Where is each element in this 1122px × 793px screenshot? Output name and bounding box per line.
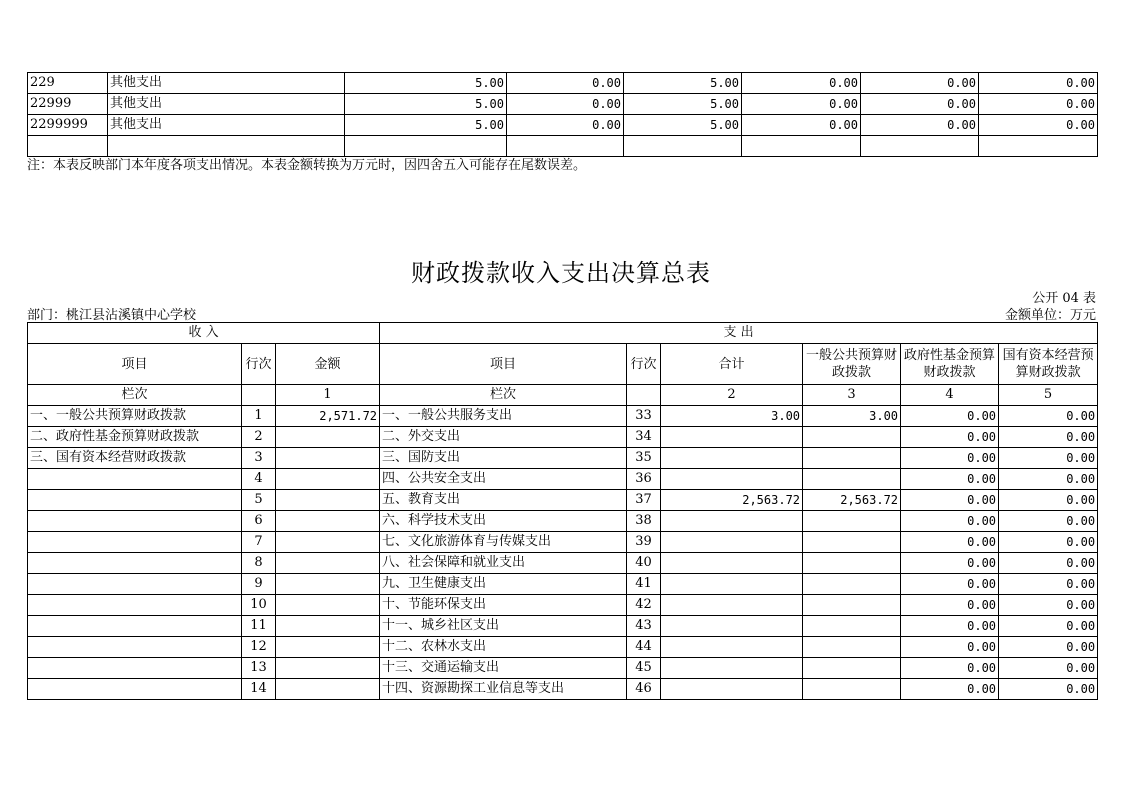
table-cell: 0.00	[507, 115, 624, 136]
table-row	[28, 616, 1098, 637]
table-cell	[276, 532, 380, 553]
table-cell: 38	[627, 511, 661, 532]
table-cell: 0.00	[999, 616, 1098, 637]
table-cell	[803, 511, 901, 532]
table-cell: 10	[242, 595, 276, 616]
lanci-blank	[627, 385, 661, 406]
table-cell: 0.00	[999, 532, 1098, 553]
table-cell: 0.00	[861, 73, 979, 94]
table-cell: 0.00	[901, 553, 999, 574]
table-cell: 0.00	[999, 427, 1098, 448]
table-cell: 5.00	[624, 94, 742, 115]
table-cell: 0.00	[507, 94, 624, 115]
table-cell	[803, 637, 901, 658]
table-cell	[28, 595, 242, 616]
table-row	[28, 469, 1098, 490]
table-cell: 5.00	[345, 115, 507, 136]
col-header-exp-item: 项目	[380, 344, 627, 385]
col-index-general: 3	[803, 385, 901, 406]
table-cell: 十一、城乡社区支出	[380, 616, 627, 637]
table-cell	[28, 574, 242, 595]
table-cell: 35	[627, 448, 661, 469]
table-cell: 22999	[28, 94, 108, 115]
table-cell	[28, 532, 242, 553]
lanci-blank	[242, 385, 276, 406]
table-cell: 4	[242, 469, 276, 490]
table-cell: 34	[627, 427, 661, 448]
col-header-row: 行次	[242, 344, 276, 385]
table-row	[28, 658, 1098, 679]
table-cell	[661, 574, 803, 595]
table-cell: 八、社会保障和就业支出	[380, 553, 627, 574]
table-cell: 0.00	[999, 658, 1098, 679]
lanci-label-expense: 栏次	[380, 385, 627, 406]
table-cell: 0.00	[999, 406, 1098, 427]
col-index-amount: 1	[276, 385, 380, 406]
table-cell: 43	[627, 616, 661, 637]
table-cell: 0.00	[999, 511, 1098, 532]
table-cell	[276, 511, 380, 532]
table-cell: 十四、资源勘探工业信息等支出	[380, 679, 627, 700]
table-cell: 其他支出	[108, 73, 345, 94]
table-cell: 0.00	[742, 115, 861, 136]
table-cell: 45	[627, 658, 661, 679]
table-cell	[661, 511, 803, 532]
table-cell: 3	[242, 448, 276, 469]
table-row	[28, 532, 1098, 553]
table-cell: 0.00	[979, 73, 1098, 94]
table-cell: 0.00	[901, 469, 999, 490]
table-cell	[803, 595, 901, 616]
table-cell: 0.00	[901, 637, 999, 658]
table-cell: 二、外交支出	[380, 427, 627, 448]
table-cell: 2,571.72	[276, 406, 380, 427]
table-cell: 5.00	[624, 73, 742, 94]
table-row	[28, 574, 1098, 595]
table-cell: 0.00	[999, 637, 1098, 658]
table-cell: 0.00	[901, 616, 999, 637]
table-cell: 36	[627, 469, 661, 490]
table-cell	[661, 616, 803, 637]
table-row	[28, 490, 1098, 511]
table-cell	[661, 448, 803, 469]
table-cell	[276, 469, 380, 490]
table-cell	[276, 490, 380, 511]
table-cell: 九、卫生健康支出	[380, 574, 627, 595]
table-cell: 0.00	[507, 73, 624, 94]
col-index-gov-fund: 4	[901, 385, 999, 406]
table-cell	[803, 469, 901, 490]
table-cell	[28, 553, 242, 574]
table-cell	[276, 574, 380, 595]
fiscal-summary-table	[27, 322, 1098, 700]
table-cell	[28, 658, 242, 679]
expense-header: 支 出	[380, 323, 1098, 344]
table-cell: 0.00	[999, 574, 1098, 595]
table-cell	[28, 511, 242, 532]
table-cell	[742, 136, 861, 157]
table-cell: 一、一般公共预算财政拨款	[28, 406, 242, 427]
table-cell	[276, 658, 380, 679]
table-cell: 十三、交通运输支出	[380, 658, 627, 679]
table-cell: 1	[242, 406, 276, 427]
table-cell: 6	[242, 511, 276, 532]
table-cell: 四、公共安全支出	[380, 469, 627, 490]
unit-label: 金额单位：万元	[1004, 308, 1096, 323]
col-header-state-capital: 国有资本经营预算财政拨款	[999, 344, 1098, 385]
table-row	[28, 427, 1098, 448]
table-cell	[276, 637, 380, 658]
table-cell: 0.00	[999, 595, 1098, 616]
table-cell	[661, 679, 803, 700]
table-cell: 一、一般公共服务支出	[380, 406, 627, 427]
table-cell	[28, 616, 242, 637]
lanci-label-income: 栏次	[28, 385, 242, 406]
table-cell: 44	[627, 637, 661, 658]
table-cell: 0.00	[901, 427, 999, 448]
col-header-total: 合计	[661, 344, 803, 385]
table-cell: 其他支出	[108, 94, 345, 115]
table-cell: 0.00	[901, 490, 999, 511]
table-cell: 其他支出	[108, 115, 345, 136]
table-row	[28, 115, 1098, 136]
table-cell	[276, 679, 380, 700]
table-cell: 3.00	[803, 406, 901, 427]
table-cell: 7	[242, 532, 276, 553]
table-cell: 40	[627, 553, 661, 574]
table-cell: 3.00	[661, 406, 803, 427]
table-cell: 39	[627, 532, 661, 553]
table-cell: 十二、农林水支出	[380, 637, 627, 658]
table-cell: 229	[28, 73, 108, 94]
table-note: 注：本表反映部门本年度各项支出情况。本表金额转换为万元时，因四舍五入可能存在尾数误差。	[27, 158, 587, 173]
table-cell: 0.00	[861, 115, 979, 136]
table-cell: 5.00	[345, 94, 507, 115]
col-header-amount: 金额	[276, 344, 380, 385]
table-cell: 0.00	[979, 115, 1098, 136]
table-cell	[28, 469, 242, 490]
table-cell	[661, 469, 803, 490]
table-cell	[803, 616, 901, 637]
table-cell	[28, 490, 242, 511]
table-cell: 0.00	[901, 595, 999, 616]
table-cell: 2299999	[28, 115, 108, 136]
col-header-item: 项目	[28, 344, 242, 385]
table-row	[28, 511, 1098, 532]
table-row	[28, 73, 1098, 94]
table-cell: 12	[242, 637, 276, 658]
table-cell	[276, 616, 380, 637]
income-header: 收 入	[28, 323, 380, 344]
table-cell: 37	[627, 490, 661, 511]
table-cell	[803, 553, 901, 574]
table-cell: 五、教育支出	[380, 490, 627, 511]
table-cell	[661, 595, 803, 616]
table-cell: 0.00	[999, 448, 1098, 469]
expense-detail-table	[27, 72, 1098, 157]
table-cell: 二、政府性基金预算财政拨款	[28, 427, 242, 448]
table-cell: 42	[627, 595, 661, 616]
table-cell: 2,563.72	[661, 490, 803, 511]
table-cell	[979, 136, 1098, 157]
table-cell: 六、科学技术支出	[380, 511, 627, 532]
table-cell: 0.00	[742, 94, 861, 115]
col-index-total: 2	[661, 385, 803, 406]
table-row	[28, 406, 1098, 427]
table-cell: 9	[242, 574, 276, 595]
table-cell	[803, 679, 901, 700]
table-cell	[276, 595, 380, 616]
table-cell	[803, 427, 901, 448]
table-cell: 13	[242, 658, 276, 679]
table-cell	[661, 553, 803, 574]
table-cell: 0.00	[999, 469, 1098, 490]
table-cell: 0.00	[901, 679, 999, 700]
col-header-general: 一般公共预算财政拨款	[803, 344, 901, 385]
table-row	[28, 595, 1098, 616]
table-cell: 三、国有资本经营财政拨款	[28, 448, 242, 469]
table-cell: 41	[627, 574, 661, 595]
table-cell: 0.00	[742, 73, 861, 94]
table-cell: 0.00	[999, 679, 1098, 700]
table-cell: 0.00	[901, 448, 999, 469]
table-cell	[28, 637, 242, 658]
table-cell: 46	[627, 679, 661, 700]
table-cell: 5.00	[345, 73, 507, 94]
table-cell	[861, 136, 979, 157]
table-row	[28, 679, 1098, 700]
table-cell	[276, 427, 380, 448]
table-cell: 0.00	[979, 94, 1098, 115]
table-cell	[803, 448, 901, 469]
col-header-exp-row: 行次	[627, 344, 661, 385]
table-cell: 0.00	[901, 406, 999, 427]
table-cell: 三、国防支出	[380, 448, 627, 469]
table-cell: 七、文化旅游体育与传媒支出	[380, 532, 627, 553]
table-row	[28, 448, 1098, 469]
col-index-state-capital: 5	[999, 385, 1098, 406]
table-cell	[276, 448, 380, 469]
table-cell	[661, 532, 803, 553]
table-row	[28, 94, 1098, 115]
table-cell	[28, 679, 242, 700]
table-cell	[661, 658, 803, 679]
table-cell: 14	[242, 679, 276, 700]
table-cell: 11	[242, 616, 276, 637]
table-row	[28, 553, 1098, 574]
table-cell: 0.00	[901, 658, 999, 679]
form-code: 公开 04 表	[1032, 291, 1096, 306]
table-cell: 2,563.72	[803, 490, 901, 511]
table-cell: 0.00	[901, 532, 999, 553]
table-row	[28, 637, 1098, 658]
page-title: 财政拨款收入支出决算总表	[411, 259, 711, 287]
table-cell: 2	[242, 427, 276, 448]
table-cell	[803, 574, 901, 595]
table-cell: 0.00	[861, 94, 979, 115]
col-header-gov-fund: 政府性基金预算财政拨款	[901, 344, 999, 385]
department-label: 部门：桃江县沾溪镇中心学校	[27, 308, 197, 323]
table-cell	[276, 553, 380, 574]
table-cell: 十、节能环保支出	[380, 595, 627, 616]
table-cell	[661, 427, 803, 448]
table-cell	[803, 532, 901, 553]
table-cell: 0.00	[901, 511, 999, 532]
table-cell	[803, 658, 901, 679]
table-cell: 8	[242, 553, 276, 574]
table-cell: 0.00	[999, 490, 1098, 511]
table-cell: 0.00	[999, 553, 1098, 574]
table-cell: 5.00	[624, 115, 742, 136]
table-cell: 0.00	[901, 574, 999, 595]
table-cell: 33	[627, 406, 661, 427]
table-cell: 5	[242, 490, 276, 511]
table-cell	[661, 637, 803, 658]
table-cell	[624, 136, 742, 157]
